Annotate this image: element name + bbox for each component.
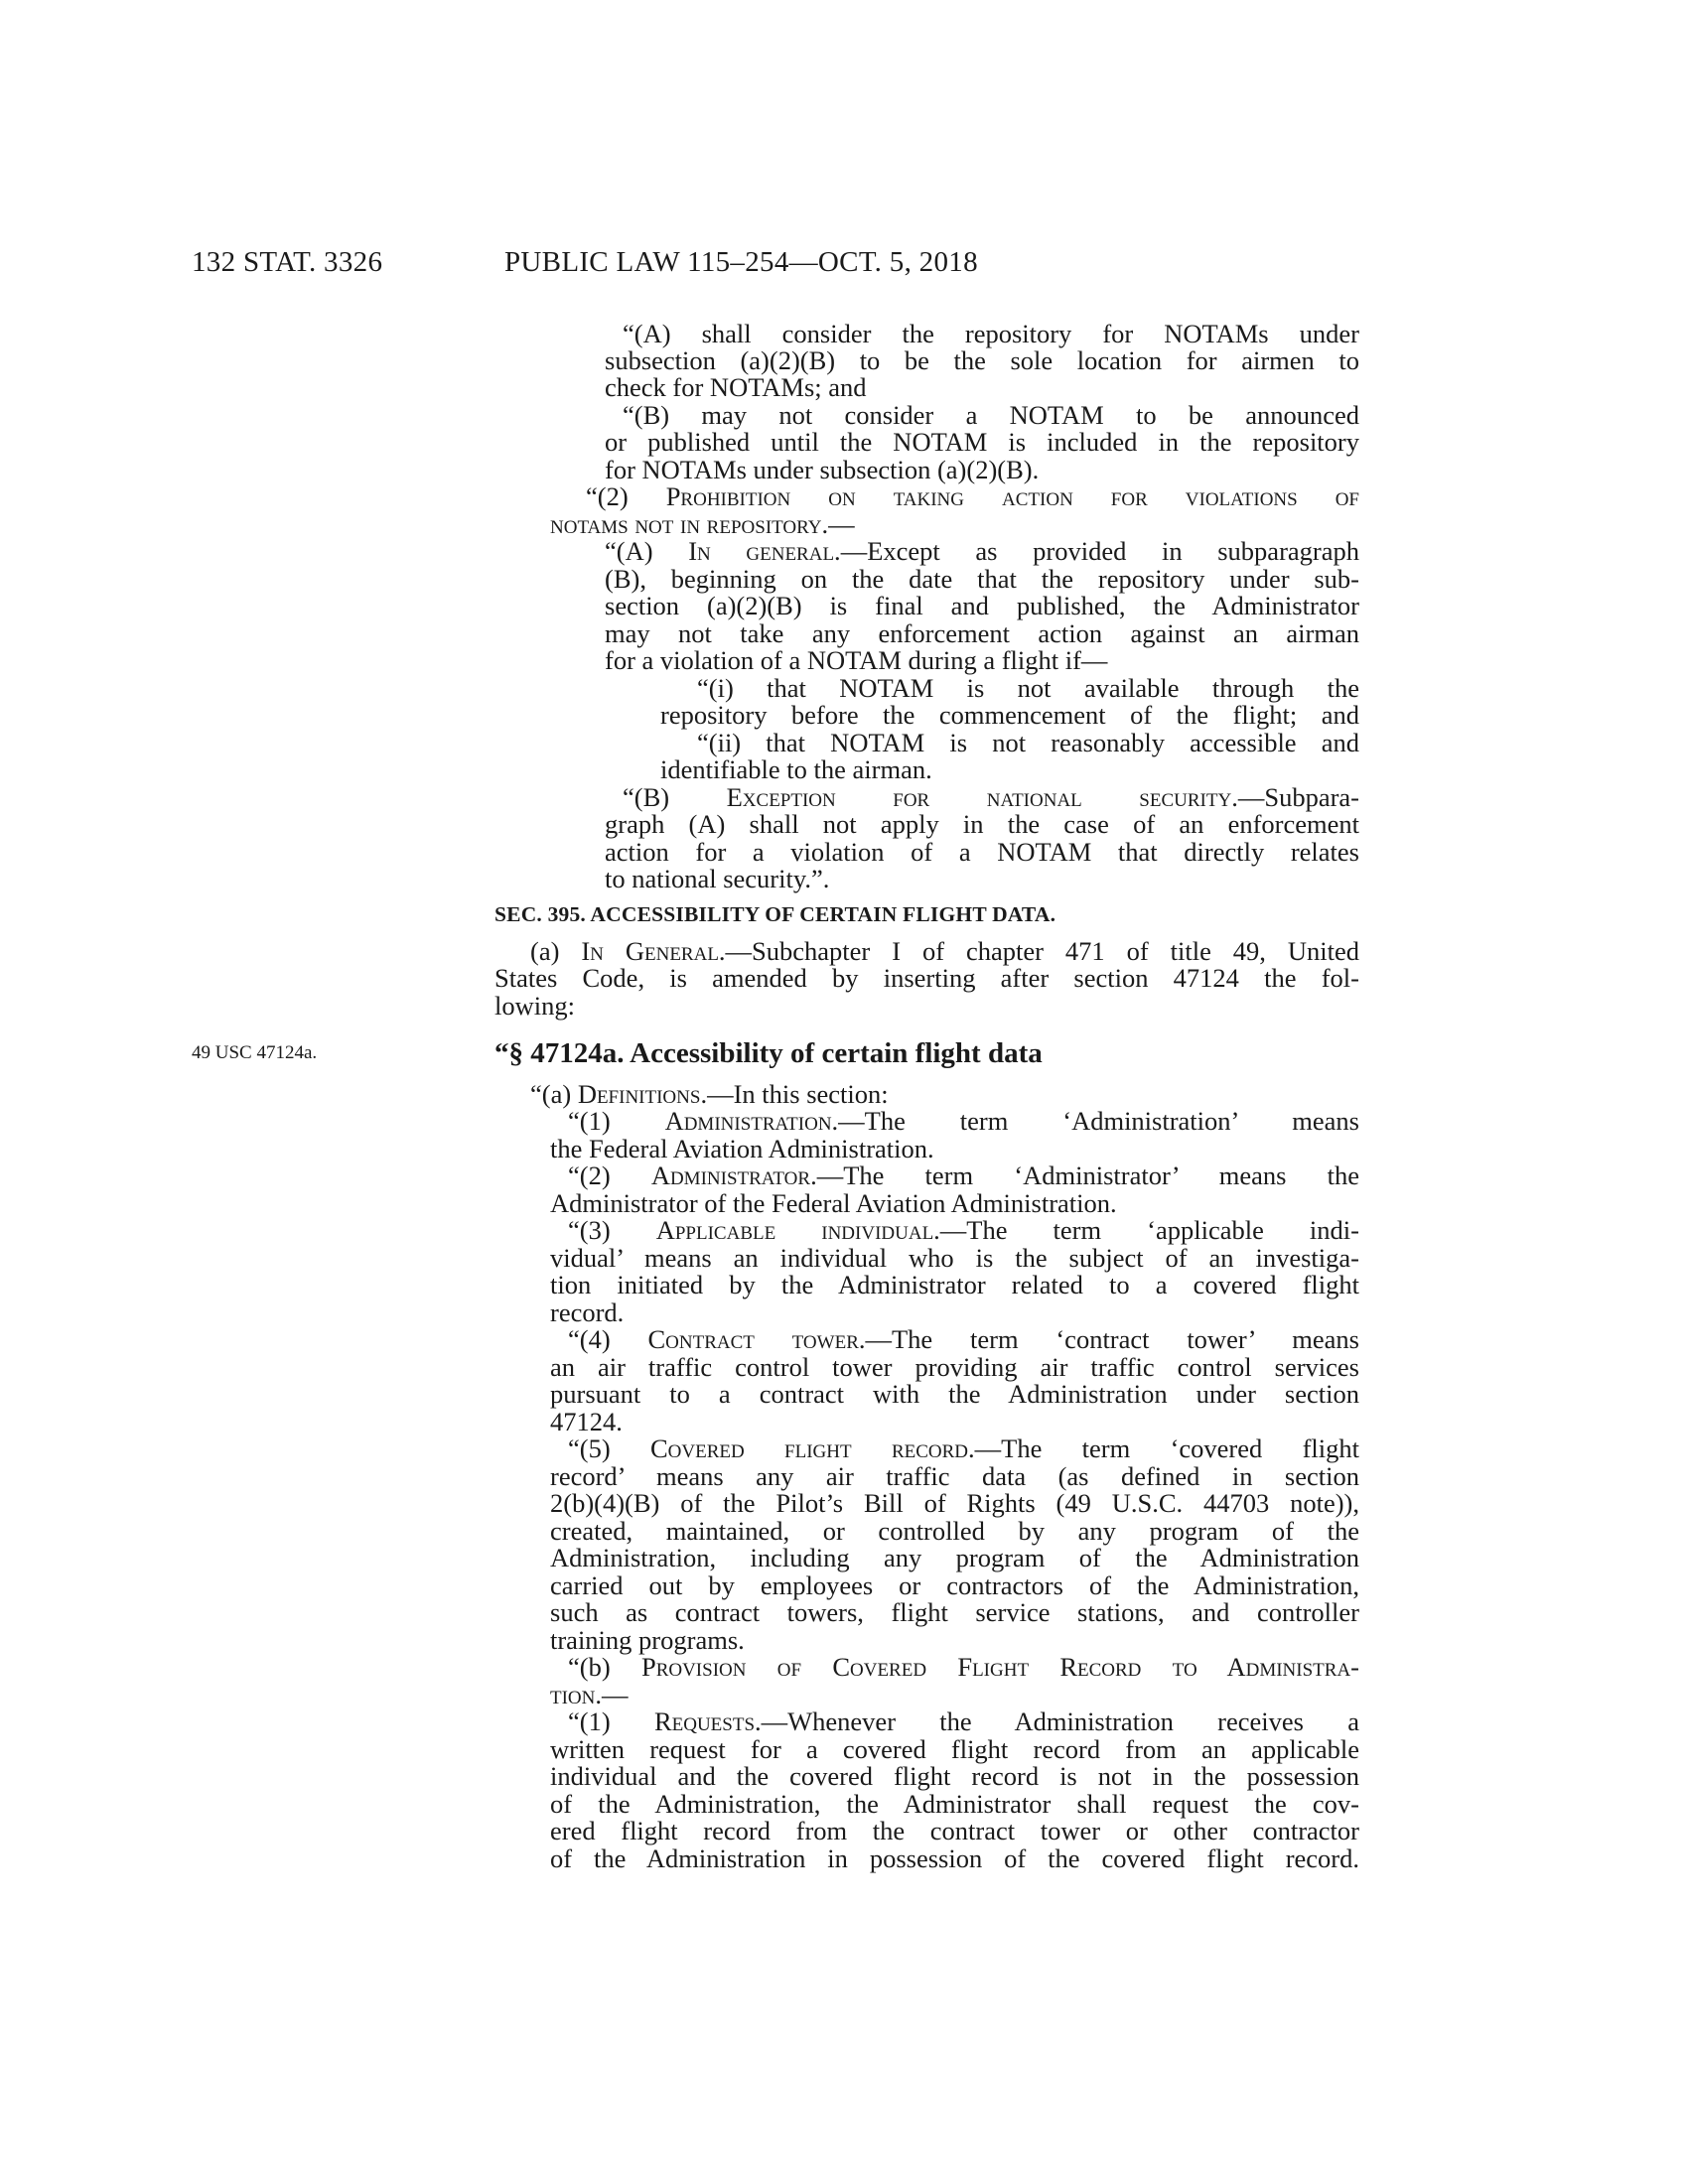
text-line: training programs. — [550, 1625, 745, 1655]
text-line: “(B) Exception for national security.—Subpara- — [623, 782, 1359, 812]
text-line: pursuant to a contract with the Administration under section — [550, 1379, 1359, 1409]
text-line: (a) In General.—Subchapter I of chapter 471 of title 49, United — [530, 936, 1359, 966]
text-line: or published until the NOTAM is included in the repository — [605, 427, 1359, 457]
text-line: “(3) Applicable individual.—The term ‘applicable indi- — [568, 1215, 1359, 1245]
text-line: “(A) In general.—Except as provided in subparagraph — [605, 536, 1359, 566]
text-line: an air traffic control tower providing air traffic control services — [550, 1352, 1359, 1382]
text-line: States Code, is amended by inserting after section 47124 the fol- — [494, 963, 1359, 993]
text-line: ered flight record from the contract tower or other contractor — [550, 1816, 1359, 1845]
paragraph-heading: “(b) Provision of Covered Flight Record to Administra- — [568, 1652, 1359, 1682]
public-law-citation: PUBLIC LAW 115–254—OCT. 5, 2018 — [504, 246, 978, 278]
text-line: for NOTAMs under subsection (a)(2)(B). — [605, 455, 1040, 484]
text-line: tion initiated by the Administrator related to a covered flight — [550, 1270, 1359, 1299]
text-line: Administration, including any program of the Administration — [550, 1543, 1359, 1572]
text-line: individual and the covered flight record is not in the possession — [550, 1761, 1359, 1791]
text-line: written request for a covered flight record from an applicable — [550, 1734, 1359, 1764]
paragraph-heading: tion.— — [550, 1680, 629, 1709]
text-line: “(ii) that NOTAM is not reasonably accessible and — [697, 728, 1359, 757]
text-line: Administrator of the Federal Aviation Administration. — [550, 1188, 1117, 1218]
text-line: 47124. — [550, 1407, 623, 1436]
text-line: the Federal Aviation Administration. — [550, 1134, 934, 1163]
text-line: check for NOTAMs; and — [605, 372, 867, 402]
text-line: of the Administration, the Administrator shall request the cov- — [550, 1789, 1359, 1819]
text-line: “(2) Administrator.—The term ‘Administrator’ means the — [568, 1160, 1359, 1190]
text-line: record’ means any air traffic data (as defined in section — [550, 1461, 1359, 1491]
text-line: lowing: — [494, 991, 575, 1021]
text-line: “(i) that NOTAM is not available through the — [697, 673, 1359, 703]
text-line: “(5) Covered flight record.—The term ‘covered flight — [568, 1433, 1359, 1463]
text-line: section (a)(2)(B) is final and published, the Administrator — [605, 591, 1359, 620]
text-line: carried out by employees or contractors of the Administration, — [550, 1570, 1359, 1600]
text-line: to national security.”. — [605, 864, 830, 893]
text-line: graph (A) shall not apply in the case of an enforcement — [605, 809, 1359, 839]
text-line: vidual’ means an individual who is the subject of an investiga- — [550, 1243, 1359, 1273]
text-line: “(4) Contract tower.—The term ‘contract tower’ means — [568, 1324, 1359, 1354]
text-line: (B), beginning on the date that the repository under sub- — [605, 564, 1359, 594]
text-line: may not take any enforcement action against an airman — [605, 618, 1359, 648]
section-heading: SEC. 395. ACCESSIBILITY OF CERTAIN FLIGHT DATA. — [494, 902, 1056, 926]
text-line: created, maintained, or controlled by any program of the — [550, 1516, 1359, 1546]
text-line: “(1) Requests.—Whenever the Administration receives a — [568, 1706, 1359, 1736]
text-line: “(A) shall consider the repository for NOTAMs under — [623, 319, 1359, 348]
paragraph-heading: notams not in repository.— — [550, 509, 855, 539]
text-line: “(B) may not consider a NOTAM to be announced — [623, 400, 1359, 430]
text-line: identifiable to the airman. — [660, 754, 932, 784]
text-line: subsection (a)(2)(B) to be the sole location for airmen to — [605, 345, 1359, 375]
paragraph-heading: “(2) Prohibition on taking action for violations of — [586, 481, 1360, 511]
text-line: of the Administration in possession of the covered flight record. — [550, 1843, 1359, 1873]
text-line: such as contract towers, flight service stations, and controller — [550, 1597, 1359, 1627]
text-line: action for a violation of a NOTAM that directly relates — [605, 837, 1359, 867]
text-line: for a violation of a NOTAM during a flight if— — [605, 645, 1108, 675]
text-line: 2(b)(4)(B) of the Pilot’s Bill of Rights (49 U.S.C. 44703 note)), — [550, 1488, 1359, 1518]
text-line: “(1) Administration.—The term ‘Administration’ means — [568, 1106, 1359, 1136]
text-line: repository before the commencement of the flight; and — [660, 700, 1359, 730]
code-section-title: “§ 47124a. Accessibility of certain flight data — [494, 1037, 1043, 1069]
text-line: “(a) Definitions.—In this section: — [530, 1079, 889, 1109]
text-line: record. — [550, 1297, 625, 1327]
statute-page-number: 132 STAT. 3326 — [192, 246, 383, 278]
usc-margin-note: 49 USC 47124a. — [192, 1042, 318, 1063]
